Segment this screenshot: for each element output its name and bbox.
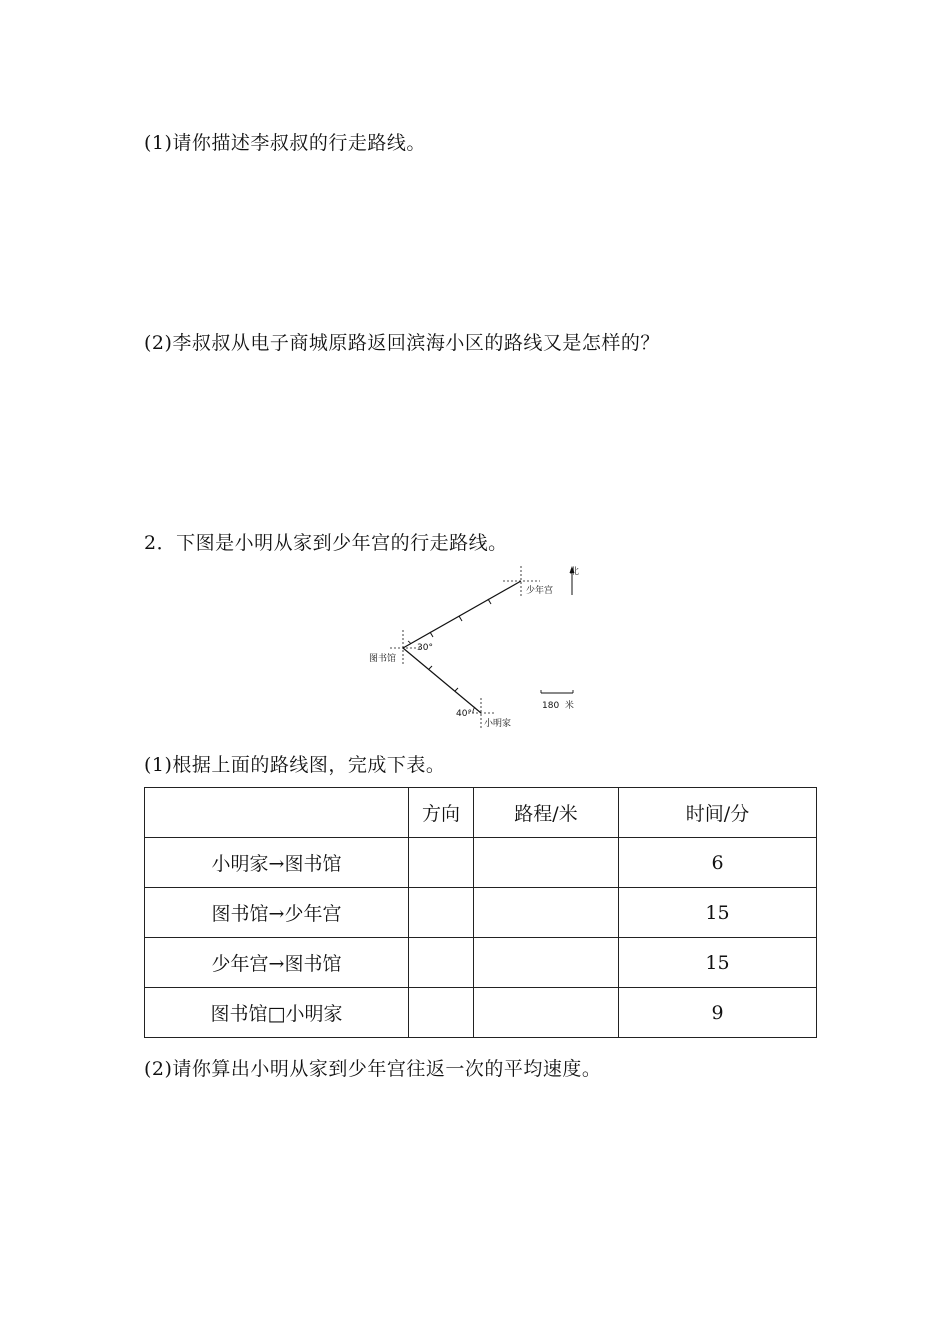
route-home-library xyxy=(403,648,481,713)
cell-route: 图书馆→少年宫 xyxy=(145,888,409,938)
question-2-part-2: (2)请你算出小明从家到少年宫往返一次的平均速度。 xyxy=(144,1058,602,1080)
table-row xyxy=(145,838,817,888)
cell-route: 图书馆□小明家 xyxy=(145,988,409,1038)
question-1-part-1: (1)请你描述李叔叔的行走路线。 xyxy=(144,132,426,154)
question-1-part-2: (2)李叔叔从电子商城原路返回滨海小区的路线又是怎样的？ xyxy=(144,332,660,354)
header-time: 时间/分 xyxy=(619,788,817,838)
question-2-title: 2．下图是小明从家到少年宫的行走路线。 xyxy=(144,532,508,554)
cell-distance[interactable] xyxy=(474,988,619,1038)
header-distance: 路程/米 xyxy=(474,788,619,838)
cell-direction[interactable] xyxy=(409,938,474,988)
route-ticks-lower xyxy=(429,666,458,691)
cell-route: 少年宫→图书馆 xyxy=(145,938,409,988)
table-row xyxy=(145,888,817,938)
cell-time: 15 xyxy=(619,938,817,988)
direction-crosshairs xyxy=(390,566,540,730)
question-2-part-1: (1)根据上面的路线图，完成下表。 xyxy=(144,754,446,776)
route-table xyxy=(144,787,817,1038)
cell-time: 15 xyxy=(619,888,817,938)
cell-direction[interactable] xyxy=(409,888,474,938)
angle-arc-library xyxy=(408,641,411,644)
cell-time: 6 xyxy=(619,838,817,888)
cell-distance[interactable] xyxy=(474,838,619,888)
table-header-row xyxy=(145,788,817,838)
angle-label-library: 30° xyxy=(417,643,433,653)
scale-bar xyxy=(541,690,573,693)
cell-distance[interactable] xyxy=(474,888,619,938)
cell-route: 小明家→图书馆 xyxy=(145,838,409,888)
cell-distance[interactable] xyxy=(474,938,619,988)
label-home: 小明家 xyxy=(484,719,512,729)
cell-direction[interactable] xyxy=(409,988,474,1038)
route-diagram xyxy=(360,560,600,735)
header-direction: 方向 xyxy=(409,788,474,838)
north-label: 北 xyxy=(570,567,580,577)
label-youth-palace: 少年宫 xyxy=(526,586,554,596)
header-route xyxy=(145,788,409,838)
route-library-palace xyxy=(403,581,521,648)
label-library: 图书馆 xyxy=(369,654,397,664)
cell-time: 9 xyxy=(619,988,817,1038)
route-ticks-upper xyxy=(430,599,491,637)
table-row xyxy=(145,938,817,988)
table-row xyxy=(145,988,817,1038)
cell-direction[interactable] xyxy=(409,838,474,888)
angle-arc-home xyxy=(473,707,475,713)
scale-label: 180 米 xyxy=(542,701,574,711)
angle-label-home: 40° xyxy=(456,709,472,719)
